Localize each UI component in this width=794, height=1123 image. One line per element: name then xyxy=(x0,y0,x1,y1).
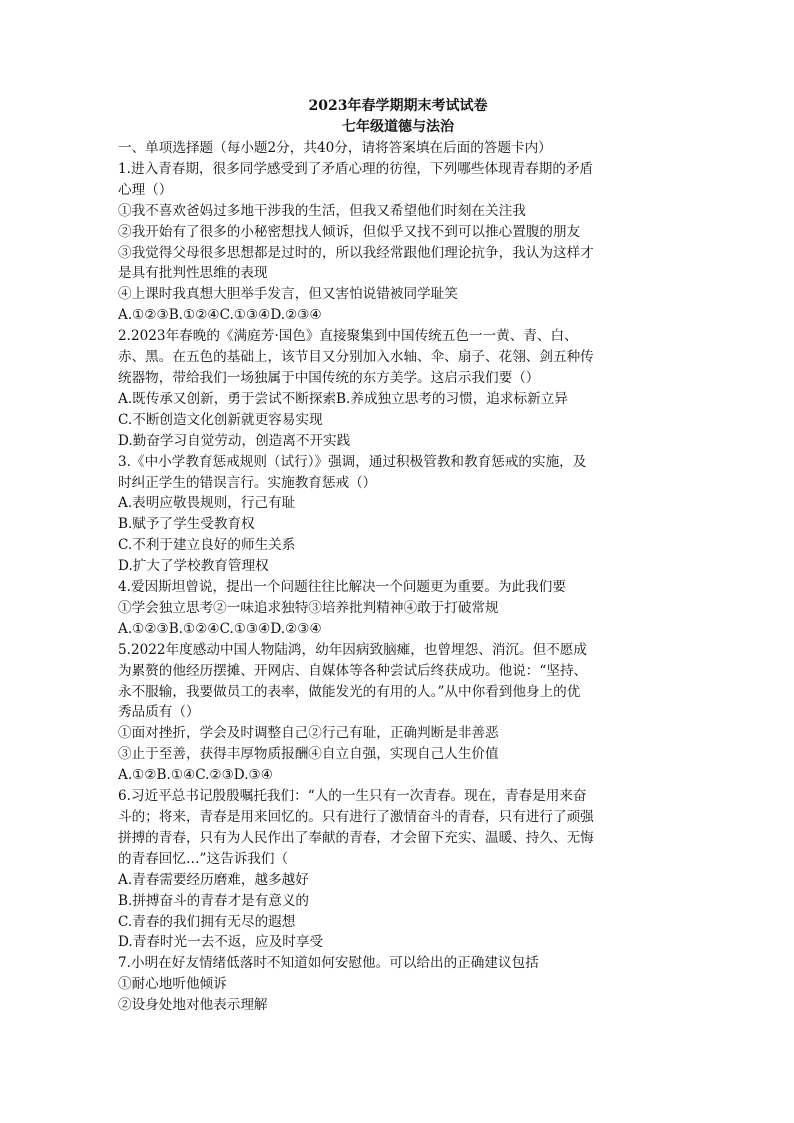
text-line: 斗的；将来，青春是用来回忆的。只有进行了激情奋斗的青春，只有进行了顽强 xyxy=(118,809,594,825)
text-line: A.表明应敬畏规则，行己有耻 xyxy=(118,495,296,512)
text-line: D.扩大了学校教育管理权 xyxy=(118,558,269,575)
text-line: 秀品质有（） xyxy=(118,704,200,721)
text-line: C.不断创造文化创新就更容易实现 xyxy=(118,411,323,428)
text-line: 5.2022年度感动中国人物陆鸿，幼年因病致脑瘫，也曾埋怨、消沉。但不愿成 xyxy=(118,641,587,658)
text-line: 为累赘的他经历摆摊、开网店、自媒体等各种尝试后终获成功。他说：“坚持、 xyxy=(118,662,588,679)
exam-subtitle: 七年级道德与法治 xyxy=(342,119,454,135)
text-line: A.①②③B.①②④C.①③④D.②③④ xyxy=(118,307,322,324)
text-line: 心理（） xyxy=(118,181,173,198)
text-line: 的青春回忆…”这告诉我们（ xyxy=(118,850,289,867)
text-line: 是具有批判性思维的表现 xyxy=(118,265,268,282)
text-line: 赤、黑。在五色的基础上，该节目又分别加入水轴、伞、扇子、花翎、剑五种传 xyxy=(118,349,594,366)
text-line: 拼搏的青春，只有为人民作出了奉献的青春，才会留下充实、温暖、持久、无悔 xyxy=(118,829,594,846)
text-line: C.不利于建立良好的师生关系 xyxy=(118,537,296,554)
text-line: 3.《中小学教育惩戒规则（试行）》强调，通过积极管教和教育惩戒的实施，及 xyxy=(118,453,587,470)
exam-page xyxy=(118,96,678,1016)
text-line: D.勤奋学习自觉劳动，创造离不开实践 xyxy=(118,432,351,449)
text-line: ①学会独立思考②一味追求独特③培养批判精神④敢于打破常规 xyxy=(118,599,499,616)
text-line: D.青春时光一去不返，应及时享受 xyxy=(118,934,324,951)
text-line: ②设身处地对他表示理解 xyxy=(118,997,268,1014)
text-line: 1.进入青春期，很多同学感受到了矛盾心理的彷徨，下列哪些体现青春期的矛盾 xyxy=(118,160,594,177)
text-line: C.青春的我们拥有无尽的遐想 xyxy=(118,913,296,930)
text-line: ①面对挫折，学会及时调整自己②行己有耻，正确判断是非善恶 xyxy=(118,725,499,742)
text-line: B.赋予了学生受教育权 xyxy=(118,516,255,533)
text-line: ③止于至善，获得丰厚物质报酬④自立自强，实现自己人生价值 xyxy=(118,746,499,763)
text-line: A.既传承又创新，勇于尝试不断探索B.养成独立思考的习惯，追求标新立异 xyxy=(118,390,568,407)
exam-body xyxy=(118,138,678,1016)
text-line: 统器物，带给我们一场独属于中国传统的东方美学。这启示我们要（） xyxy=(118,369,540,386)
text-line: 6.习近平总书记殷殷嘱托我们：“人的一生只有一次青春。现在，青春是用来奋 xyxy=(118,788,587,805)
text-line: ①我不喜欢爸妈过多地干涉我的生活，但我又希望他们时刻在关注我 xyxy=(118,202,526,219)
exam-title: 2023年春学期期末考试试卷 xyxy=(308,98,488,114)
text-line: B.拼搏奋斗的青春才是有意义的 xyxy=(118,892,310,909)
text-line: 4.爱因斯坦曾说，提出一个问题往往比解决一个问题更为重要。为此我们要 xyxy=(118,579,566,596)
text-line: A.青春需要经历磨难，越多越好 xyxy=(118,871,309,888)
text-line: A.①②B.①④C.②③D.③④ xyxy=(118,767,273,784)
text-line: ②我开始有了很多的小秘密想找人倾诉，但似乎又找不到可以推心置腹的朋友 xyxy=(118,223,581,240)
text-line: 永不服输，我要做员工的表率，做能发光的有用的人。”从中你看到他身上的优 xyxy=(118,683,581,700)
text-line: 2.2023年春晚的《满庭芳·国色》直接聚集到中国传统五色一一黄、青、白、 xyxy=(118,328,578,345)
text-line: ①耐心地听他倾诉 xyxy=(118,976,227,993)
text-line: 一、单项选择题（每小题2分，共40分，请将答案填在后面的答题卡内） xyxy=(118,140,552,156)
text-line: 时纠正学生的错误言行。实施教育惩戒（） xyxy=(118,474,377,491)
text-line: A.①②③B.①②④C.①③④D.②③④ xyxy=(118,620,322,637)
text-line: ③我觉得父母很多思想都是过时的，所以我经常跟他们理论抗争，我认为这样才 xyxy=(118,244,594,261)
text-line: 7.小明在好友情绪低落时不知道如何安慰他。可以给出的正确建议包括 xyxy=(118,955,539,972)
text-line: ④上课时我真想大胆举手发言，但又害怕说错被同学耻笑 xyxy=(118,286,458,303)
